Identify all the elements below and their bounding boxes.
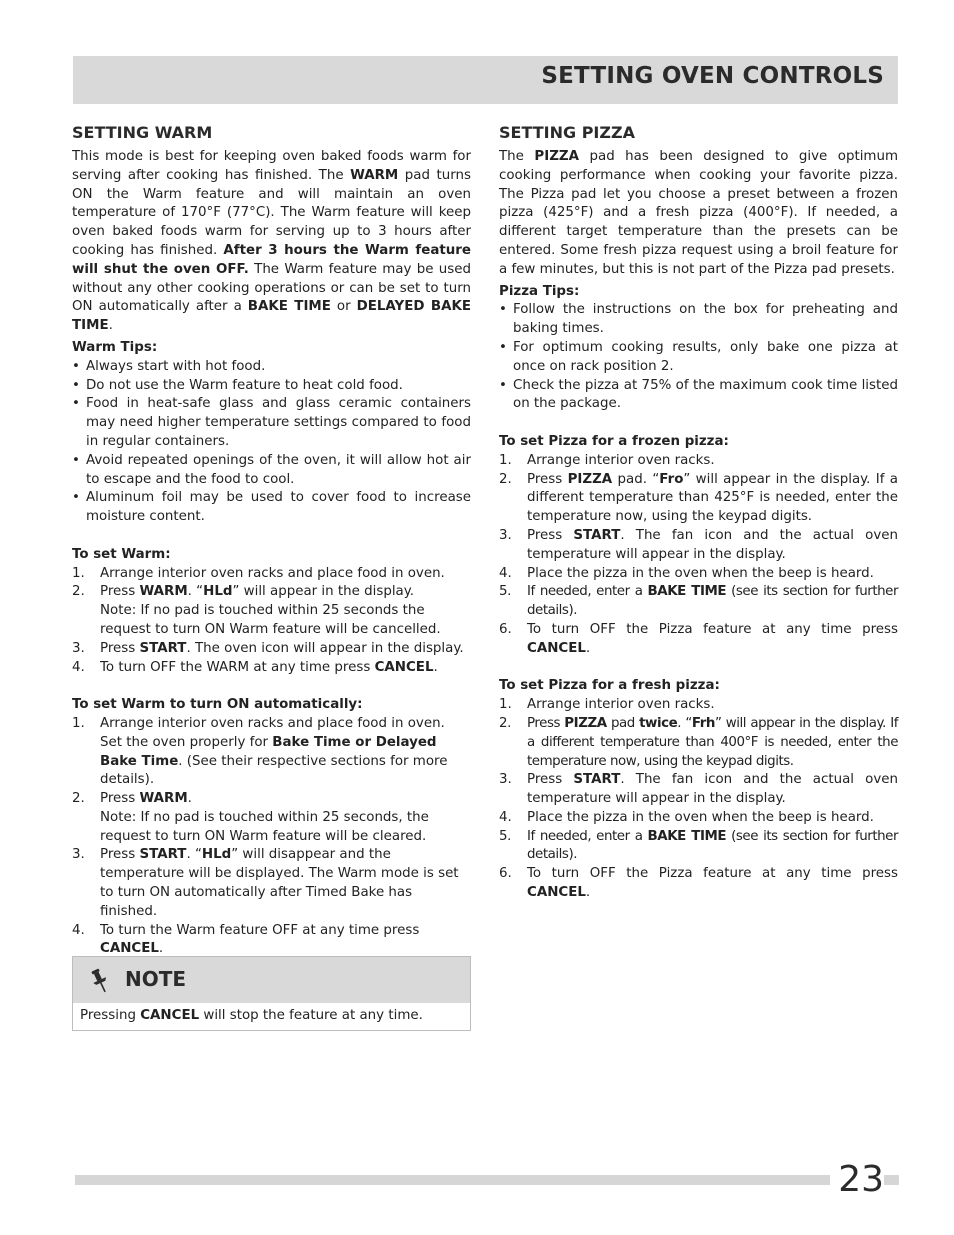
text: Arrange interior oven racks and place food in oven. (100, 565, 445, 581)
step-note: Note: If no pad is touched within 25 seconds, the request to turn ON Warm feature will be cleared. (100, 809, 429, 844)
text: . The fan icon and the actual oven temperature will appear in the display. (527, 772, 899, 807)
list-item: • Follow the instructions on the box for preheating and baking times. (499, 301, 898, 339)
step-number: 2. (499, 471, 512, 487)
step-number: 5. (499, 584, 511, 600)
text: Place the pizza in the oven when the beep is heard. (527, 809, 874, 825)
text: . The fan icon and the actual oven temperature will appear in the display. (527, 527, 899, 562)
list-item (499, 771, 898, 809)
text: . (See their respective sections for more details). (100, 753, 448, 788)
text: The (499, 149, 535, 164)
step-number: 2. (72, 584, 85, 600)
pizza-tips-title: Pizza Tips: (499, 283, 580, 299)
step-number: 1. (499, 697, 512, 713)
text-bold: Bake Time or Delayed Bake Time (100, 734, 437, 769)
step-number: 4. (499, 565, 512, 581)
list-item (499, 715, 898, 771)
step-number: 1. (72, 565, 85, 581)
text-bold: CANCEL (140, 1008, 200, 1023)
page-title: SETTING OVEN CONTROLS (541, 63, 884, 89)
list-item: • For optimum cooking results, only bake one pizza at once on rack position 2. (499, 339, 898, 377)
text: To turn OFF the Pizza feature at any time press (527, 621, 898, 637)
text: ” will disappear and the temperature will be displayed. The Warm mode is set to turn ON automatically after Timed Bake has finished. (100, 847, 459, 919)
text: pad has been designed to give optimum cooking performance when cooking your favorite pizza. The Pizza pad let you choose a preset between a frozen pizza (425°F) and a fresh pizza (400°F). If needed, a different target temperature than the presets can be entered. Some fresh pizza request using a broil feature for a few minutes, but this is not part of the Pizza pad presets. (499, 149, 898, 277)
warm-tips-title: Warm Tips: (72, 339, 158, 355)
pizza-tips-list (499, 301, 898, 414)
list-item (499, 452, 898, 471)
step-number: 3. (499, 772, 512, 788)
text: ” will appear in the display. If a different temperature than 425°F is needed, enter the temperature now, using the keypad digits. (527, 471, 898, 525)
text-bold: CANCEL (374, 659, 434, 675)
step-number: 3. (72, 640, 85, 656)
step-number: 6. (499, 866, 512, 882)
list-item (72, 790, 471, 846)
text: Press (100, 640, 140, 656)
note-text (80, 1007, 423, 1025)
list-item: • Avoid repeated openings of the oven, it will allow hot air to escape and the food to cool. (72, 452, 471, 490)
text: will stop the feature at any time. (199, 1008, 423, 1023)
step-number: 2. (499, 715, 511, 731)
text-bold: START (573, 527, 621, 543)
text-bold: WARM (350, 167, 399, 183)
text-bold: WARM (139, 791, 188, 807)
text: If needed, enter a (527, 828, 648, 844)
text: Arrange interior oven racks. (527, 452, 715, 468)
text-bold: BAKE TIME (647, 828, 727, 844)
list-item (499, 865, 898, 903)
text: . “ (186, 847, 202, 863)
text-bold: START (139, 640, 187, 656)
text: pad. “ (612, 471, 660, 487)
frozen-pizza-steps (499, 452, 898, 659)
step-number: 1. (499, 452, 512, 468)
text-bold: Frh (691, 715, 715, 731)
text: This mode is best for keeping oven baked foods warm for serving after cooking has finished. The (72, 149, 471, 183)
warm-intro (72, 148, 471, 336)
pizza-intro (499, 148, 898, 280)
text: or (330, 299, 357, 315)
list-item (499, 565, 898, 584)
list-item (499, 696, 898, 715)
text: . (585, 640, 591, 656)
step-number: 4. (499, 809, 512, 825)
warm-title: SETTING WARM (72, 123, 213, 142)
text-bold: Fro (659, 471, 684, 487)
text: ” will appear in the display. (232, 584, 415, 600)
list-item (499, 621, 898, 659)
list-item (499, 471, 898, 527)
text: . (108, 318, 113, 334)
text-bold: START (573, 772, 621, 788)
pizza-section (499, 122, 898, 903)
text: pad (606, 715, 640, 731)
step-number: 5. (499, 828, 511, 844)
page-number: 23 (830, 1160, 884, 1200)
text-bold: DELAYED BAKE TIME (72, 299, 471, 334)
text-bold: CANCEL (527, 640, 586, 656)
step-number: 3. (499, 527, 512, 543)
list-item (72, 715, 471, 790)
step-number: 3. (72, 847, 85, 863)
text-bold: HLd (201, 847, 232, 863)
footer-bar (75, 1175, 899, 1185)
text-bold: PIZZA (567, 471, 613, 487)
list-item (499, 828, 898, 866)
text: . (585, 885, 591, 901)
text-bold: PIZZA (534, 149, 579, 164)
text-bold: After 3 hours the Warm feature will shut the oven OFF. (72, 242, 471, 277)
warm-tips-list (72, 358, 471, 527)
text: Place the pizza in the oven when the beep is heard. (527, 565, 874, 581)
text: pad turns ON the Warm feature and will maintain an oven temperature of 170°F (77°C). The Warm feature will keep oven baked foods warm for serving up to 3 hours after cooking has finished. (72, 167, 471, 258)
fresh-pizza-title: To set Pizza for a fresh pizza: (499, 678, 720, 694)
pushpin-icon (89, 968, 111, 994)
text: . “ (187, 584, 204, 600)
text: . (158, 941, 164, 957)
text: Pressing (80, 1008, 141, 1023)
text-bold: HLd (203, 584, 233, 600)
text: The Warm feature may be used without any other cooking operations or can be set to turn ON automatically after a (72, 261, 471, 315)
note-box (72, 956, 471, 1031)
text: . (433, 659, 438, 675)
set-warm-title: To set Warm: (72, 546, 171, 562)
list-item (72, 565, 471, 584)
text-bold: CANCEL (527, 885, 586, 901)
text: To turn OFF the Pizza feature at any time press (527, 866, 898, 882)
text: To turn the Warm feature OFF at any time press (100, 922, 420, 938)
header-bar (73, 56, 898, 104)
text-bold: BAKE TIME (647, 584, 727, 600)
text: If needed, enter a (527, 584, 648, 600)
pizza-title: SETTING PIZZA (499, 123, 635, 142)
frozen-pizza-title: To set Pizza for a frozen pizza: (499, 433, 729, 449)
text: Press (100, 791, 140, 807)
text: . “ (677, 715, 692, 731)
fresh-pizza-steps (499, 696, 898, 903)
list-item: • Aluminum foil may be used to cover food to increase moisture content. (72, 489, 471, 527)
text: Arrange interior oven racks and place food in oven. Set the oven properly for (100, 715, 445, 750)
step-number: 2. (72, 791, 85, 807)
step-number: 4. (72, 922, 85, 938)
text: . (187, 791, 192, 807)
auto-warm-steps (72, 715, 471, 959)
list-item: • Check the pizza at 75% of the maximum cook time listed on the package. (499, 377, 898, 415)
text: To turn OFF the WARM at any time press (100, 659, 375, 675)
warm-section (72, 122, 471, 959)
note-header (73, 957, 470, 1003)
step-number: 6. (499, 621, 512, 637)
list-item (72, 659, 471, 678)
list-item (499, 809, 898, 828)
step-number: 4. (72, 659, 85, 675)
text: Arrange interior oven racks. (527, 697, 715, 713)
text: Press (527, 471, 568, 487)
text: (see its section for further details). (527, 584, 899, 619)
text-bold: twice (639, 715, 678, 731)
list-item (499, 527, 898, 565)
list-item: • Food in heat-safe glass and glass ceramic containers may need higher temperature settings compared to food in regular containers. (72, 395, 471, 451)
text: Press (100, 584, 140, 600)
step-note: Note: If no pad is touched within 25 seconds the request to turn ON Warm feature will be cancelled. (100, 603, 441, 637)
list-item: • Do not use the Warm feature to heat cold food. (72, 377, 471, 396)
text: Press (100, 847, 140, 863)
text: Press (527, 715, 565, 731)
text: Press (527, 527, 574, 543)
auto-warm-title: To set Warm to turn ON automatically: (72, 697, 363, 713)
list-item (72, 640, 471, 659)
text: . The oven icon will appear in the display. (186, 640, 464, 656)
text-bold: WARM (139, 584, 188, 600)
step-number: 1. (72, 715, 85, 731)
list-item (72, 922, 471, 960)
text-bold: START (139, 847, 187, 863)
text: Press (527, 772, 574, 788)
list-item (72, 583, 471, 639)
set-warm-steps (72, 565, 471, 678)
list-item (72, 846, 471, 921)
text-bold: CANCEL (100, 941, 159, 957)
list-item (499, 583, 898, 621)
note-title: NOTE (125, 967, 187, 991)
text-bold: PIZZA (564, 715, 607, 731)
list-item: • Always start with hot food. (72, 358, 471, 377)
text-bold: BAKE TIME (247, 299, 331, 315)
text: (see its section for further details). (527, 828, 899, 863)
text: ” will appear in the display. If a different temperature than 400°F is needed, enter the temperature now, using the keypad digits. (527, 715, 898, 769)
